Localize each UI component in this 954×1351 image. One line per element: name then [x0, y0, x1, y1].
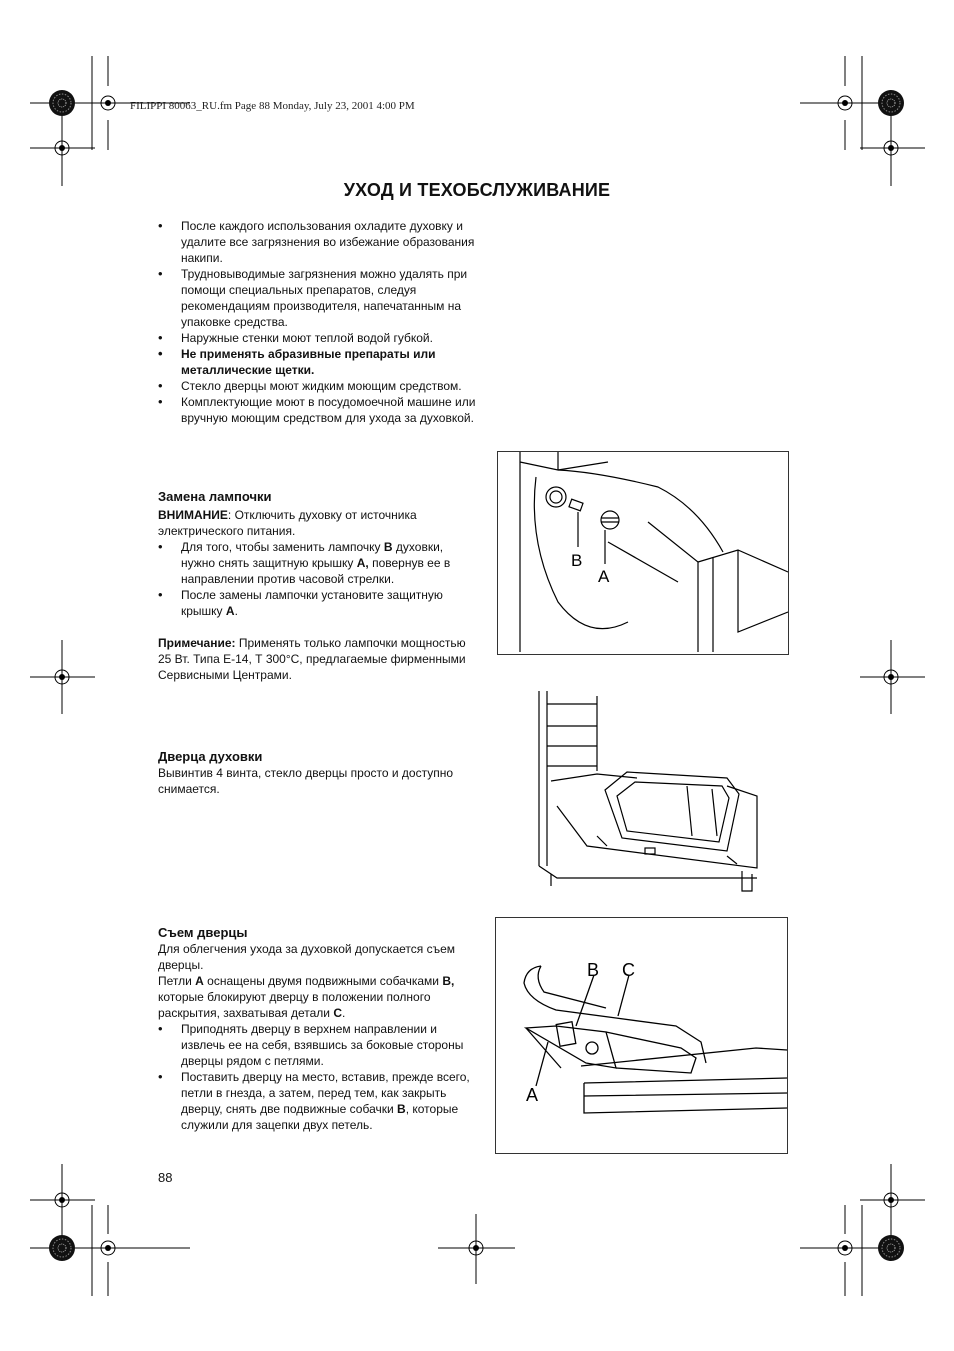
lamp-heading: Замена лампочки: [158, 489, 272, 504]
text: повернув ее в направлении против часовой стрелки.: [181, 556, 451, 586]
text: духовки, нужно снять защитную крышку: [181, 540, 444, 570]
hinge-figure: [495, 917, 788, 1154]
ref-b: B,: [442, 974, 455, 988]
removal-p2: [158, 973, 478, 1021]
list-item: • После каждого использования охладите духовку и удалите все загрязнения во избежание образования накипи.: [158, 218, 478, 266]
lamp-section: [158, 488, 478, 683]
removal-list: [158, 1021, 478, 1133]
removal-p1: Для облегчения ухода за духовкой допускается съем дверцы.: [158, 942, 456, 972]
note-text: Применять только лампочки мощностью 25 Вт. Типа Е-14, Т 300°С, предлагаемые фирменными Сервисными Центрами.: [158, 636, 466, 682]
list-item: [158, 539, 478, 587]
text: Петли: [158, 974, 196, 988]
lamp-figure: [497, 451, 789, 655]
list-item: • Комплектующие моют в посудомоечной машине или вручную моющим средством для ухода за духовкой.: [158, 394, 478, 426]
door-section: [158, 748, 478, 797]
oven-door-figure: [527, 686, 789, 900]
text: , которые служили для зацепки двух петель.: [181, 1102, 459, 1132]
text: .: [234, 604, 238, 618]
hinge-illustration: [496, 918, 787, 1153]
label-a: A: [526, 1085, 539, 1105]
oven-door-illustration: [527, 686, 789, 900]
note-label: Примечание:: [158, 636, 236, 650]
list-item: • Стекло дверцы моют жидким моющим средством.: [158, 378, 478, 394]
file-header: FILIPPI 80063_RU.fm Page 88 Monday, July 23, 2001 4:00 PM: [130, 100, 415, 112]
ref-b: B: [383, 540, 393, 554]
ref-a: A: [225, 604, 235, 618]
label-c: C: [622, 960, 635, 980]
door-text: Вывинтив 4 винта, стекло дверцы просто и доступно снимается.: [158, 766, 454, 796]
text: оснащены двумя подвижными собачками: [203, 974, 443, 988]
list-item: [158, 587, 478, 619]
list-item: [158, 1069, 478, 1133]
removal-section: [158, 924, 478, 1133]
label-b: B: [571, 551, 583, 570]
ref-a: A: [195, 974, 204, 988]
ref-c: C: [333, 1006, 342, 1020]
warning-label: ВНИМАНИЕ: [158, 508, 228, 522]
care-section: [158, 218, 478, 426]
care-list: [158, 218, 478, 426]
removal-heading: Съем дверцы: [158, 925, 248, 940]
page-number: 88: [158, 1170, 173, 1185]
lamp-illustration: [498, 452, 788, 654]
text: которые блокируют дверцу в положении полного раскрытия, захватывая детали: [158, 990, 431, 1020]
list-item: • Наружные стенки моют теплой водой губкой.: [158, 330, 478, 346]
text: Для того, чтобы заменить лампочку: [181, 540, 384, 554]
ref-a: A,: [356, 556, 369, 570]
text: .: [341, 1006, 346, 1020]
page-title: УХОД И ТЕХОБСЛУЖИВАНИЕ: [343, 180, 611, 200]
list-item-warning: • Не применять абразивные препараты или металлические щетки.: [158, 346, 478, 378]
lamp-warning: [158, 507, 478, 539]
text: Поставить дверцу на место, вставив, прежде всего, петли в гнезда, а затем, перед тем, как закрыть дверцу, снять две подвижные собачки: [181, 1070, 470, 1116]
warning-text: : Отключить духовку от источника электрического питания.: [158, 508, 417, 538]
door-heading: Дверца духовки: [158, 749, 263, 764]
label-b: B: [587, 960, 600, 980]
text: После замены лампочки установите защитную крышку: [181, 588, 443, 618]
list-item: • Трудновыводимые загрязнения можно удалять при помощи специальных препаратов, следуя рекомендациям производителя, напечатанным на упаковке средства.: [158, 266, 478, 330]
label-a: A: [598, 567, 610, 586]
ref-b: B: [397, 1102, 406, 1116]
lamp-note: [158, 635, 478, 683]
lamp-list: [158, 539, 478, 619]
list-item: • Приподнять дверцу в верхнем направлении и извлечь ее на себя, взявшись за боковые стороны дверцы рядом с петлями.: [158, 1021, 478, 1069]
